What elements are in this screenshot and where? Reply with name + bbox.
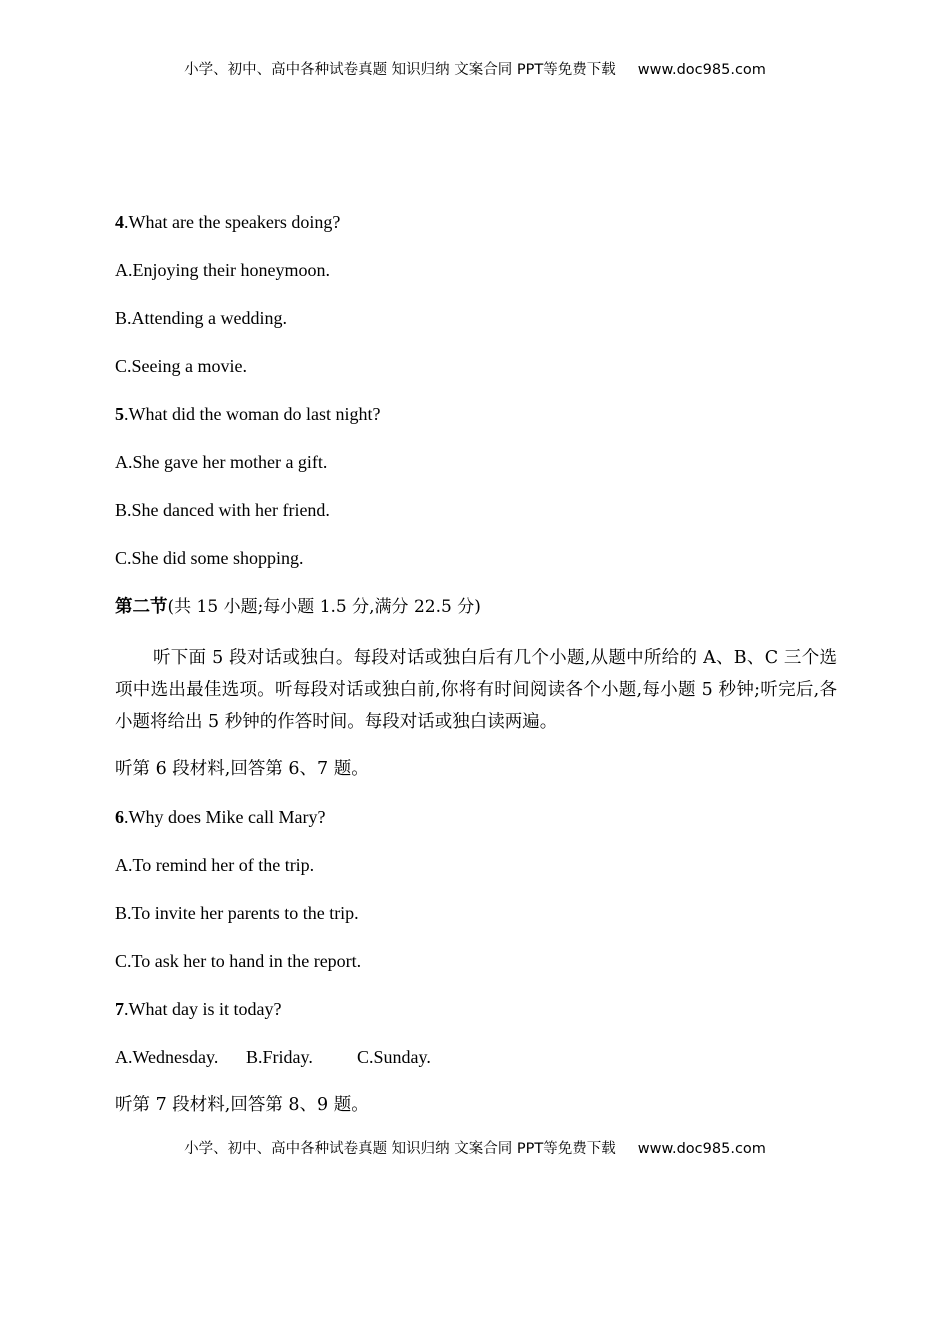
header-banner-text: 小学、初中、高中各种试卷真题 知识归纳 文案合同 PPT等免费下载 xyxy=(184,62,616,78)
question-number: 7 xyxy=(115,999,124,1019)
question-7-option-b: B.Friday. xyxy=(246,1047,313,1067)
question-7-option-a: A.Wednesday. xyxy=(115,1047,219,1067)
question-4 xyxy=(115,210,340,234)
question-4-option-c: C.Seeing a movie. xyxy=(115,356,247,376)
footer-banner xyxy=(0,1137,950,1158)
question-7 xyxy=(115,997,281,1021)
question-7-option-c: C.Sunday. xyxy=(357,1047,431,1067)
question-text: .What did the woman do last night? xyxy=(124,404,381,424)
question-5 xyxy=(115,402,380,426)
question-6-option-b: B.To invite her parents to the trip. xyxy=(115,903,359,923)
question-7-options xyxy=(115,1045,431,1069)
section-2-instructions: 听下面 5 段对话或独白。每段对话或独白后有几个小题,从题中所给的 A、B、C 三个选项中选出最佳选项。听每段对话或独白前,你将有时间阅读各个小题,每小题 5 秒钟;听完后,各小题将给出 5 秒钟的作答时间。每段对话或独白读两遍。 xyxy=(115,648,837,732)
section-2-note: (共 15 小题;每小题 1.5 分,满分 22.5 分) xyxy=(167,597,481,617)
segment-6-intro: 听第 6 段材料,回答第 6、7 题。 xyxy=(115,759,369,779)
question-5-option-c: C.She did some shopping. xyxy=(115,548,304,568)
header-banner-url: www.doc985.com xyxy=(637,62,766,78)
question-4-option-a: A.Enjoying their honeymoon. xyxy=(115,260,330,280)
question-5-option-a: A.She gave her mother a gift. xyxy=(115,452,328,472)
question-number: 6 xyxy=(115,807,124,827)
header-banner xyxy=(0,58,950,79)
question-text: .What are the speakers doing? xyxy=(124,212,341,232)
question-5-option-b: B.She danced with her friend. xyxy=(115,500,330,520)
footer-banner-text: 小学、初中、高中各种试卷真题 知识归纳 文案合同 PPT等免费下载 xyxy=(184,1141,616,1157)
question-6-option-a: A.To remind her of the trip. xyxy=(115,855,315,875)
question-6 xyxy=(115,805,325,829)
footer-banner-url: www.doc985.com xyxy=(637,1141,766,1157)
question-number: 4 xyxy=(115,212,124,232)
question-6-option-c: C.To ask her to hand in the report. xyxy=(115,951,362,971)
segment-7-intro: 听第 7 段材料,回答第 8、9 题。 xyxy=(115,1095,369,1115)
question-text: .What day is it today? xyxy=(124,999,282,1019)
question-text: .Why does Mike call Mary? xyxy=(124,807,326,827)
section-2-heading xyxy=(115,594,481,619)
question-number: 5 xyxy=(115,404,124,424)
section-2-title: 第二节 xyxy=(115,597,168,617)
question-4-option-b: B.Attending a wedding. xyxy=(115,308,287,328)
